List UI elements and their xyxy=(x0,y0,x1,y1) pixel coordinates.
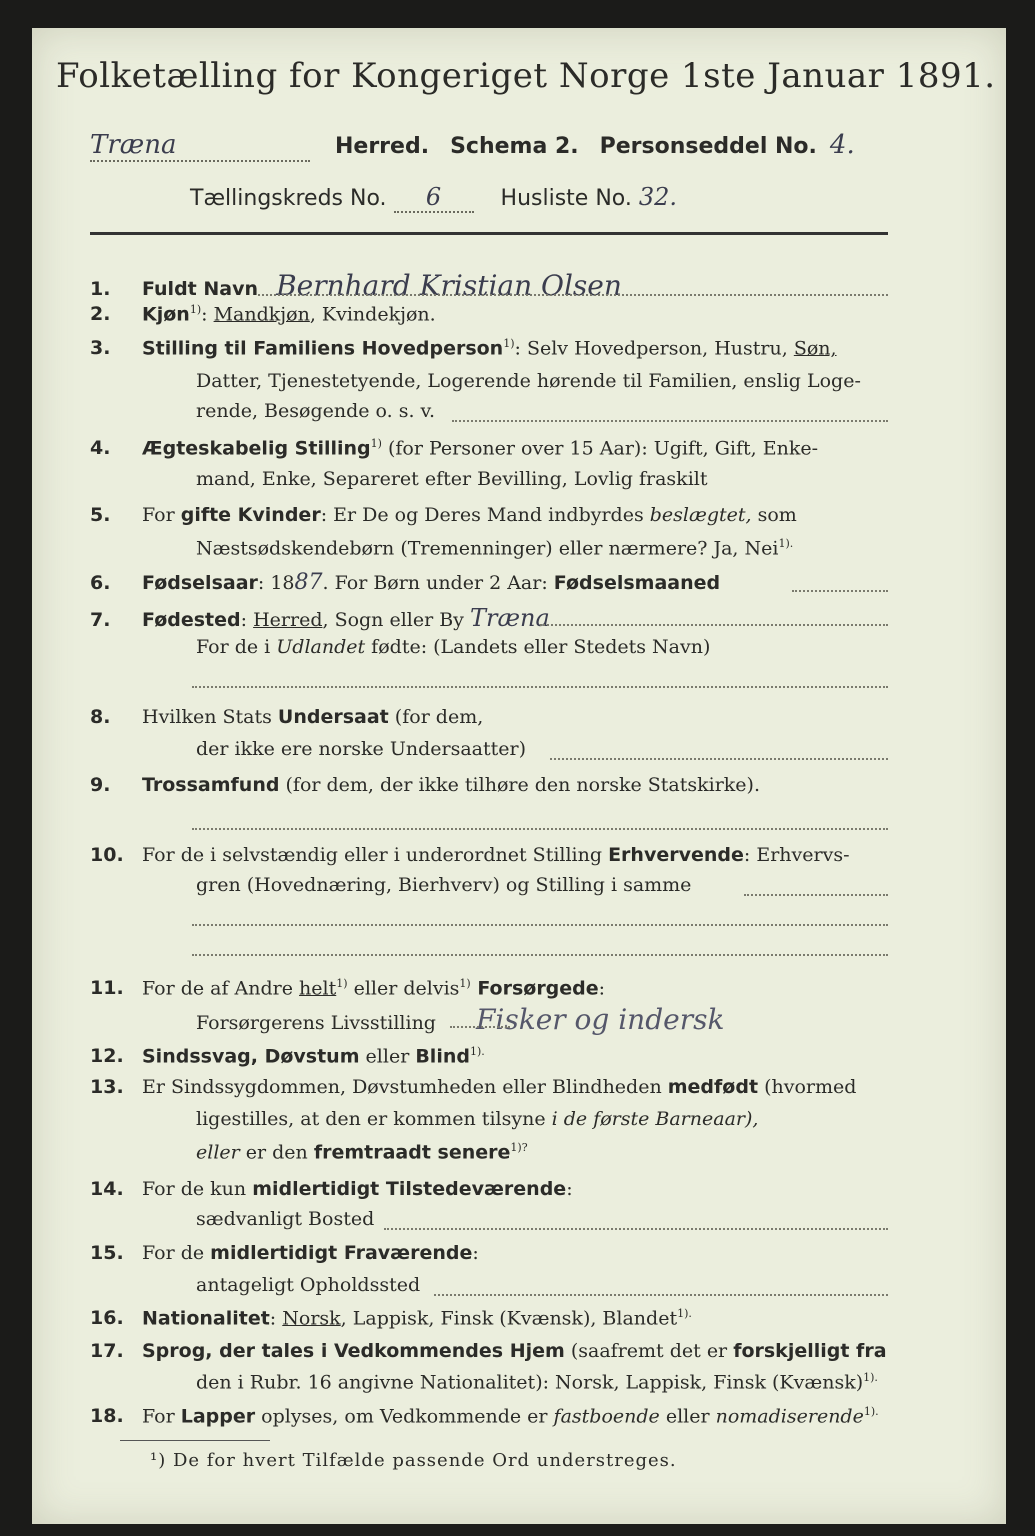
item-1-label: Fuldt Navn xyxy=(142,278,259,300)
item-11: 11. For de af Andre helt$^{1)}$ eller delvis$^{1)}$ Forsørgede: xyxy=(90,977,606,1000)
personseddel-label: Personseddel No. xyxy=(599,134,817,159)
item-12: 12. Sindssvag, Døvstum eller Blind$^{1).}$ xyxy=(90,1045,485,1068)
item-5: 5. For gifte Kvinder: Er De og Deres Mand indbyrdes beslægtet, som xyxy=(90,504,797,526)
herred-line xyxy=(90,130,855,162)
item-3: 3. Stilling til Familiens Hovedperson$^{1)}$: Selv Hovedperson, Hustru, Søn, xyxy=(90,337,837,360)
full-name-value: Bernhard Kristian Olsen xyxy=(276,269,622,302)
footnote-divider xyxy=(120,1440,270,1441)
husliste-label: Husliste No. xyxy=(500,186,632,211)
gender-male-underlined: Mandkjøn xyxy=(213,303,310,326)
item-18: 18. For Lapper oplyses, om Vedkommende er fastboende eller nomadiserende$^{1).}$ xyxy=(90,1405,879,1428)
item-8: 8. Hvilken Stats Undersaat (for dem, xyxy=(90,706,484,728)
kreds-value: 6 xyxy=(394,183,474,213)
position-son-underlined: Søn, xyxy=(793,337,837,360)
footnote: ¹) De for hvert Tilfælde passende Ord understreges. xyxy=(150,1450,677,1471)
item-1: 1. Fuldt Navn Bernhard Kristian Olsen xyxy=(90,269,622,302)
item-13: 13. Er Sindssygdommen, Døvstumheden eller Blindheden medfødt (hvormed xyxy=(90,1076,857,1098)
supporter-occupation-value: Fisker og indersk xyxy=(475,1003,725,1036)
herred-value: Træna xyxy=(90,130,310,162)
husliste-value: 32. xyxy=(638,183,678,211)
birthplace-value: Træna xyxy=(469,604,550,632)
support-helt-underlined: helt xyxy=(299,977,337,1000)
kreds-label: Tællingskreds No. xyxy=(190,186,387,211)
schema-label: Schema 2. xyxy=(450,134,579,159)
item-15: 15. For de midlertidigt Fraværende: xyxy=(90,1242,479,1264)
birthplace-herred-underlined: Herred xyxy=(253,609,323,631)
item-2: 2. Kjøn$^{1)}$: Mandkjøn, Kvindekjøn. xyxy=(90,303,436,326)
herred-label: Herred. xyxy=(335,134,430,159)
nationality-norsk-underlined: Norsk xyxy=(282,1307,341,1330)
item-17: 17. Sprog, der tales i Vedkommendes Hjem (saafremt det er forskjelligt fra xyxy=(90,1340,887,1362)
item-7: 7. Fødested: Herred, Sogn eller By Træna xyxy=(90,604,550,632)
personseddel-value: 4. xyxy=(829,130,855,160)
form-title: Folketælling for Kongeriget Norge 1ste Januar 1891. xyxy=(56,56,996,96)
item-10: 10. For de i selvstændig eller i underordnet Stilling Erhvervende: Erhvervs- xyxy=(90,844,850,866)
kreds-line xyxy=(190,183,677,213)
item-14: 14. For de kun midlertidigt Tilstedeværende: xyxy=(90,1178,573,1200)
birth-year-value: 87 xyxy=(294,570,323,595)
header-divider xyxy=(90,232,888,235)
item-16: 16. Nationalitet: Norsk, Lappisk, Finsk (Kvænsk), Blandet$^{1).}$ xyxy=(90,1307,692,1330)
item-6: 6. Fødselsaar: 1887. For Børn under 2 Aar: Fødselsmaaned xyxy=(90,570,721,595)
item-9: 9. Trossamfund (for dem, der ikke tilhøre den norske Statskirke). xyxy=(90,774,760,796)
item-4: 4. Ægteskabelig Stilling$^{1)}$ (for Personer over 15 Aar): Ugift, Gift, Enke- xyxy=(90,437,819,460)
